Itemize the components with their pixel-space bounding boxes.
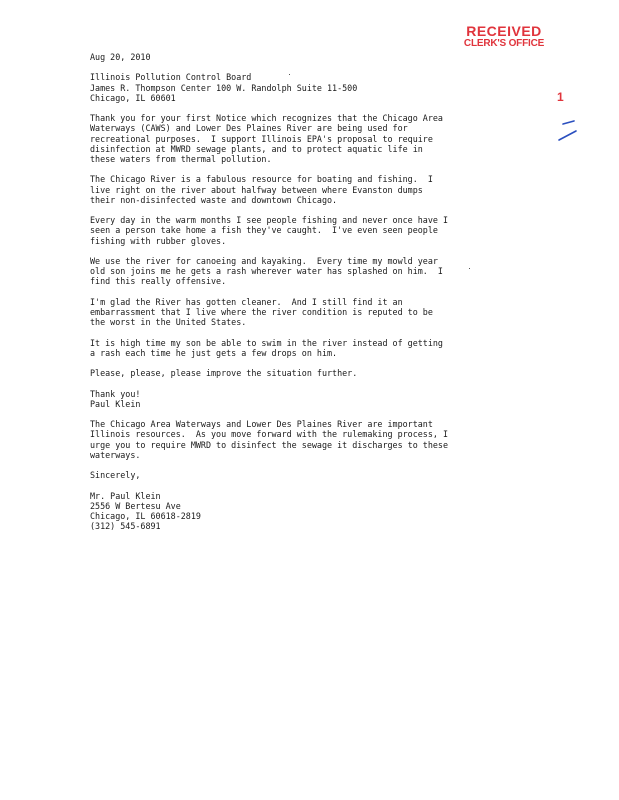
paragraph-line: live right on the river about halfway between where Evanston dumps bbox=[90, 184, 423, 195]
paragraph-canoeing bbox=[90, 256, 490, 287]
recipient-line: Chicago, IL 60601 bbox=[90, 92, 176, 103]
stamp-received-text: RECEIVED bbox=[466, 23, 542, 39]
paragraph-line: The Chicago Area Waterways and Lower Des Plaines River are important bbox=[90, 419, 433, 430]
paragraph-cleaner bbox=[90, 297, 490, 328]
paragraph-line: disinfection at MWRD sewage plants, and to protect aquatic life in bbox=[90, 143, 423, 154]
paragraph-line: Every day in the warm months I see people fishing and never once have I bbox=[90, 215, 448, 226]
paragraph-line: their non-disinfected waste and downtown Chicago. bbox=[90, 194, 338, 205]
paragraph-line: We use the river for canoeing and kayaking. Every time my mowld year bbox=[90, 255, 438, 266]
paragraph-sincerely bbox=[90, 470, 490, 480]
letter-body bbox=[90, 52, 490, 531]
stamp-clerks-office-text: CLERK'S OFFICE bbox=[463, 38, 545, 49]
scan-speck bbox=[289, 74, 290, 75]
signature-line: Mr. Paul Klein bbox=[90, 490, 161, 501]
paragraph-please bbox=[90, 368, 490, 378]
paragraph-line: embarrassment that I live where the river condition is reputed to be bbox=[90, 306, 433, 317]
signature-line: (312) 545-6891 bbox=[90, 521, 161, 532]
received-stamp bbox=[452, 24, 556, 49]
letter-date: Aug 20, 2010 bbox=[90, 52, 151, 62]
paragraph-line: Illinois resources. As you move forward with the rulemaking process, I bbox=[90, 429, 448, 440]
handwritten-mark-icon bbox=[556, 116, 582, 146]
recipient-address bbox=[90, 72, 490, 103]
paragraph-line: It is high time my son be able to swim in the river instead of getting bbox=[90, 337, 443, 348]
paragraph-line: Thank you! bbox=[90, 388, 141, 399]
scan-speck bbox=[469, 268, 470, 269]
paragraph-thanks bbox=[90, 389, 490, 409]
paragraph-line: a rash each time he just gets a few drops on him. bbox=[90, 347, 338, 358]
recipient-line: Illinois Pollution Control Board bbox=[90, 72, 252, 83]
recipient-line: James R. Thompson Center 100 W. Randolph Suite 11-500 bbox=[90, 82, 358, 93]
signature-block bbox=[90, 491, 490, 532]
paragraph-line: Paul Klein bbox=[90, 398, 141, 409]
paragraph-line: recreational purposes. I support Illinois EPA's proposal to require bbox=[90, 133, 433, 144]
paragraph-intro bbox=[90, 113, 490, 164]
paragraph-closing-request bbox=[90, 419, 490, 460]
signature-line: Chicago, IL 60618-2819 bbox=[90, 510, 201, 521]
paragraph-line: find this really offensive. bbox=[90, 276, 227, 287]
paragraph-line: seen a person take home a fish they've caught. I've even seen people bbox=[90, 225, 438, 236]
paragraph-line: waterways. bbox=[90, 449, 141, 460]
paragraph-line: urge you to require MWRD to disinfect the sewage it discharges to these bbox=[90, 439, 448, 450]
paragraph-swim bbox=[90, 338, 490, 358]
paragraph-line: The Chicago River is a fabulous resource for boating and fishing. I bbox=[90, 174, 433, 185]
paragraph-line: the worst in the United States. bbox=[90, 317, 247, 328]
paragraph-line: these waters from thermal pollution. bbox=[90, 154, 272, 164]
paragraph-line: Sincerely, bbox=[90, 470, 141, 481]
page-number: 1 bbox=[557, 90, 564, 104]
paragraph-line: Thank you for your first Notice which recognizes that the Chicago Area bbox=[90, 113, 443, 124]
signature-line: 2556 W Bertesu Ave bbox=[90, 500, 181, 511]
paragraph-line: old son joins me he gets a rash wherever water has splashed on him. I bbox=[90, 266, 443, 277]
paragraph-line: Please, please, please improve the situation further. bbox=[90, 368, 358, 379]
paragraph-line: Waterways (CAWS) and Lower Des Plaines River are being used for bbox=[90, 123, 408, 134]
paragraph-line: I'm glad the River has gotten cleaner. And I still find it an bbox=[90, 296, 403, 307]
paragraph-river-resource bbox=[90, 174, 490, 205]
paragraph-line: fishing with rubber gloves. bbox=[90, 235, 227, 246]
paragraph-fishing bbox=[90, 215, 490, 246]
